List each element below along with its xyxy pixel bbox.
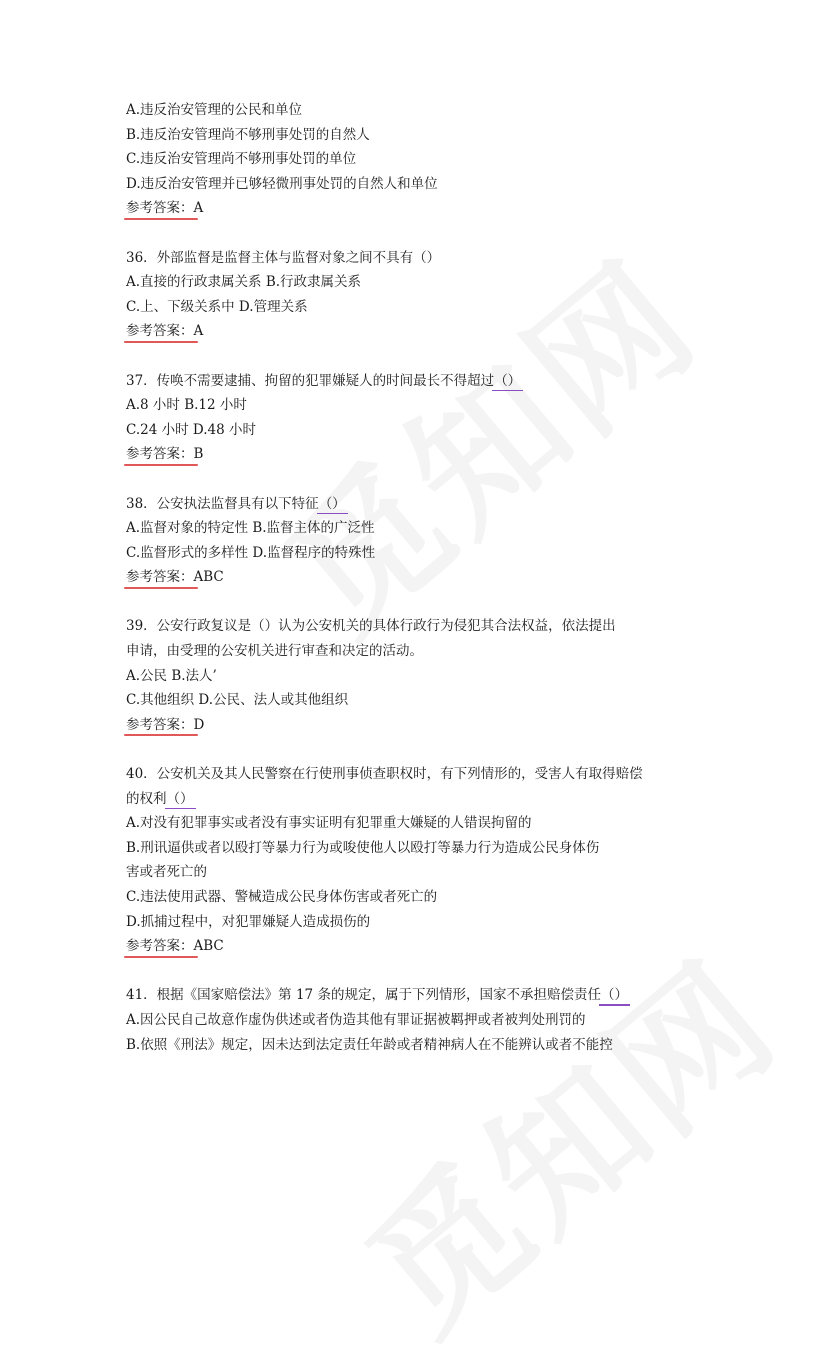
answer-line xyxy=(126,196,716,221)
answer-value: ABC xyxy=(193,938,224,955)
text-line: C.违法使用武器、警械造成公民身体伤害或者死亡的 xyxy=(126,889,438,905)
spacer xyxy=(126,344,716,369)
text-line: 害或者死亡的 xyxy=(126,864,207,881)
answer-value: A xyxy=(193,323,204,340)
answer-blank: （） xyxy=(319,492,346,517)
text-line: A.对没有犯罪事实或者没有事实证明有犯罪重大嫌疑的人错误拘留的 xyxy=(126,815,532,832)
text-line: C.上、下级关系中 D.管理关系 xyxy=(126,298,308,315)
text-line: A.监督对象的特定性 B.监督主体的广泛性 xyxy=(126,520,375,537)
answer-label: 参考答案： xyxy=(126,713,194,738)
answer-label: 参考答案： xyxy=(126,934,194,959)
text-line: A.直接的行政隶属关系 B.行政隶属关系 xyxy=(126,274,362,291)
text-line: C.监督形式的多样性 D.监督程序的特殊性 xyxy=(126,544,376,561)
answer-line xyxy=(126,319,716,344)
text-line: A.公民 B.法人’ xyxy=(126,667,217,684)
text-line: C.24 小时 D.48 小时 xyxy=(126,421,257,438)
question-text: 38．公安执法监督具有以下特征 xyxy=(126,495,319,512)
answer-line xyxy=(126,934,716,959)
question-line xyxy=(126,787,716,812)
spacer xyxy=(126,590,716,615)
text-line: A.8 小时 B.12 小时 xyxy=(126,397,247,414)
text-line: 申请，由受理的公安机关进行审查和决定的活动。 xyxy=(126,643,423,660)
answer-line xyxy=(126,442,716,467)
text-line: C.违反治安管理尚不够刑事处罚的单位 xyxy=(126,151,357,168)
text-line: B.违反治安管理尚不够刑事处罚的自然人 xyxy=(126,126,370,143)
answer-line xyxy=(126,565,716,590)
answer-value: B xyxy=(193,446,204,463)
text-line: B.刑讯逼供或者以殴打等暴力行为或唆使他人以殴打等暴力行为造成公民身体伤 xyxy=(126,839,600,856)
text-line: 40．公安机关及其人民警察在行使刑事侦查职权时，有下列情形的，受害人有取得赔偿 xyxy=(126,766,643,783)
answer-blank: （） xyxy=(167,787,194,812)
question-text: 的权利 xyxy=(126,790,167,807)
text-line: A.因公民自己故意作虚伪供述或者伪造其他有罪证据被羁押或者被判处刑罚的 xyxy=(126,1011,586,1028)
text-line: B.依照《刑法》规定，因未达到法定责任年龄或者精神病人在不能辨认或者不能控 xyxy=(126,1036,613,1053)
text-line: 39．公安行政复议是（）认为公安机关的具体行政行为侵犯其合法权益，依法提出 xyxy=(126,618,616,635)
answer-blank: （） xyxy=(601,983,628,1008)
answer-value: ABC xyxy=(193,569,224,586)
spacer xyxy=(126,737,716,762)
answer-value: D xyxy=(193,716,205,733)
answer-value: A xyxy=(193,200,204,217)
spacer xyxy=(126,221,716,246)
text-line: A.违反治安管理的公民和单位 xyxy=(126,102,303,118)
spacer xyxy=(126,959,716,984)
text-line: D.违反治安管理并已够轻微刑事处罚的自然人和单位 xyxy=(126,175,438,192)
question-text: 41．根据《国家赔偿法》第 17 条的规定，属于下列情形，国家不承担赔偿责任 xyxy=(126,987,601,1004)
text-line: 36．外部监督是监督主体与监督对象之间不具有（） xyxy=(126,249,441,266)
question-line xyxy=(126,492,716,517)
question-text: 37．传唤不需要逮捕、拘留的犯罪嫌疑人的时间最长不得超过 xyxy=(126,372,495,389)
question-list xyxy=(126,98,716,1057)
answer-line xyxy=(126,713,716,738)
answer-label: 参考答案： xyxy=(126,442,194,467)
spacer xyxy=(126,467,716,492)
answer-label: 参考答案： xyxy=(126,319,194,344)
text-line: D.抓捕过程中，对犯罪嫌疑人造成损伤的 xyxy=(126,913,371,930)
answer-label: 参考答案： xyxy=(126,565,194,590)
answer-blank: （） xyxy=(494,369,521,394)
question-line xyxy=(126,369,716,394)
text-line: C.其他组织 D.公民、法人或其他组织 xyxy=(126,692,349,709)
answer-label: 参考答案： xyxy=(126,196,194,221)
question-line xyxy=(126,983,716,1008)
